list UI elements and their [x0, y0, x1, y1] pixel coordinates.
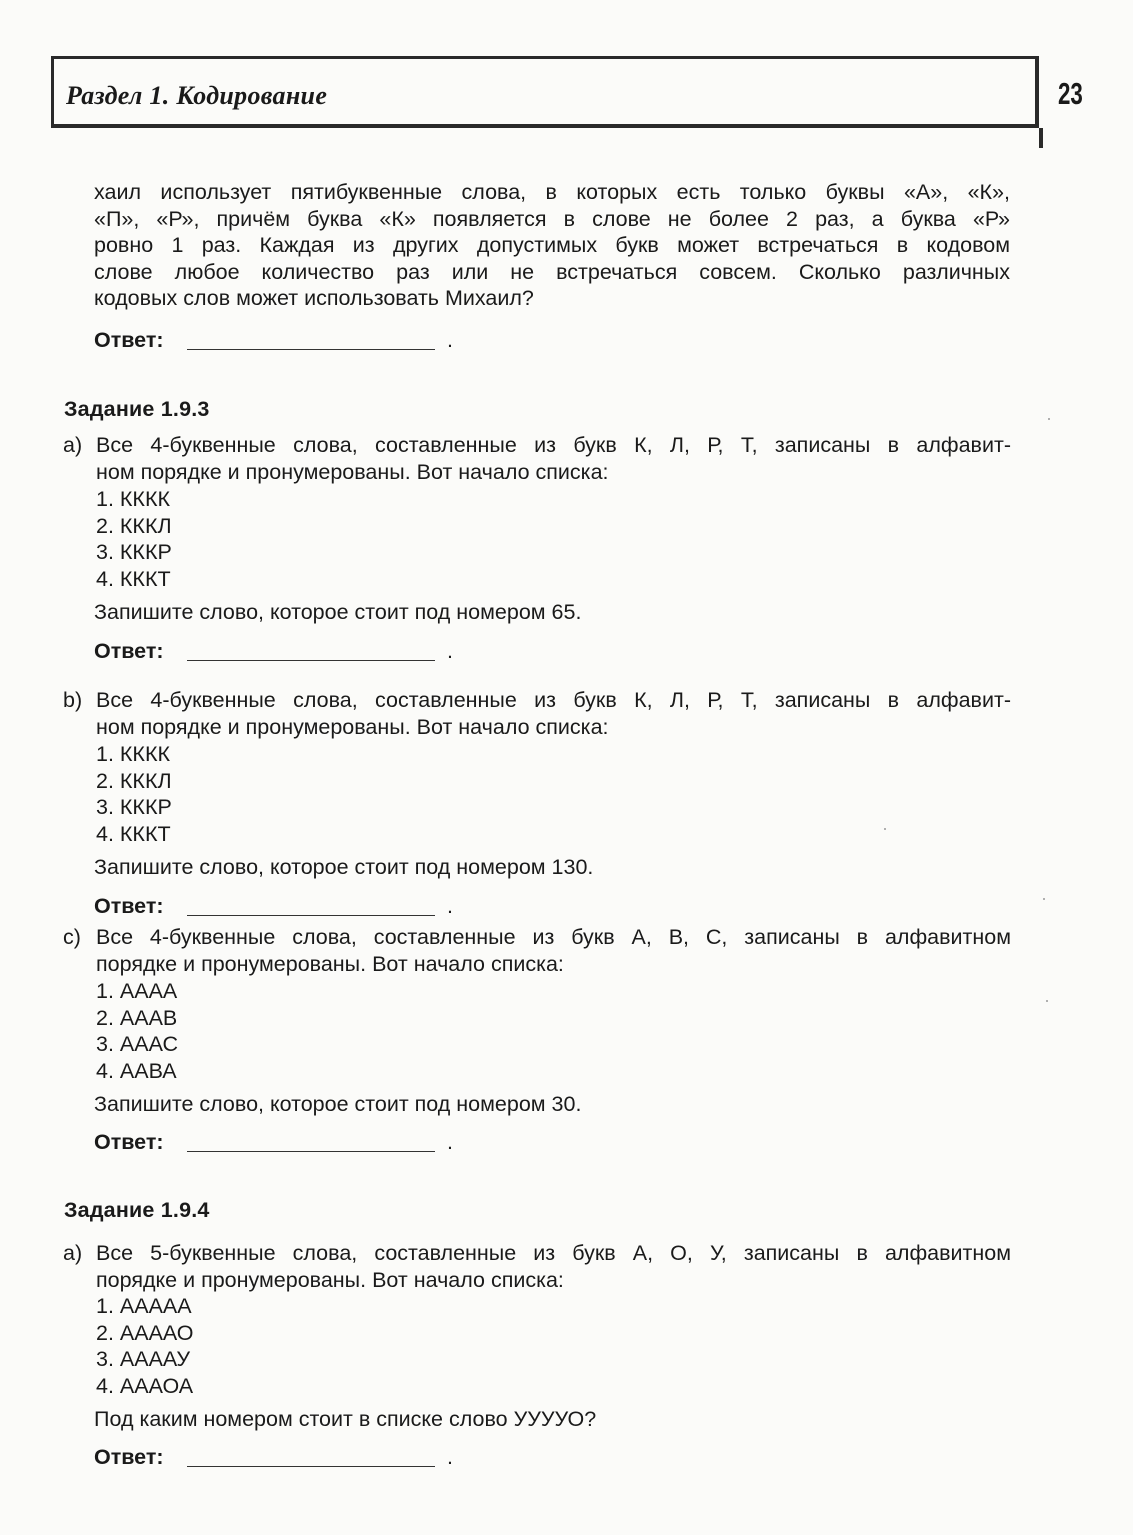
list-item: 3. КККР	[96, 795, 172, 819]
list-item: 3. АААС	[96, 1032, 178, 1056]
item-marker: a)	[63, 433, 83, 457]
item-line: порядке и пронумерованы. Вот начало списка:	[96, 951, 564, 976]
task-title: Задание 1.9.4	[64, 1198, 210, 1222]
answer-label: Ответ:	[94, 894, 164, 918]
scan-speck	[884, 828, 886, 830]
item-marker: a)	[63, 1241, 83, 1265]
answer-blank[interactable]	[187, 1466, 435, 1467]
scan-speck	[1043, 898, 1045, 900]
item-marker: b)	[63, 688, 83, 712]
intro-line: ровно 1 раз. Каждая из других допустимых букв может встречаться в кодовом	[94, 233, 1010, 257]
answer-dot: .	[447, 328, 453, 352]
scan-speck	[1046, 1000, 1048, 1002]
list-item: 1. ААААА	[96, 1294, 192, 1318]
answer-blank[interactable]	[187, 1151, 435, 1152]
task-title: Задание 1.9.3	[64, 397, 210, 421]
page-number: 23	[1058, 76, 1083, 111]
list-item: 4. ААВА	[96, 1058, 177, 1083]
item-instruction: Запишите слово, которое стоит под номером 65.	[94, 600, 582, 624]
answer-label: Ответ:	[94, 1130, 164, 1154]
item-line: Все 5-буквенные слова, составленные из букв А, О, У, записаны в алфавитном	[96, 1241, 1011, 1265]
list-item: 2. ААААО	[96, 1320, 194, 1345]
list-item: 3. КККР	[96, 540, 172, 564]
answer-blank[interactable]	[187, 349, 435, 350]
word-list	[96, 741, 172, 847]
answer-dot: .	[447, 639, 453, 663]
intro-line: слове любое количество раз или не встречаться совсем. Сколько различных	[94, 259, 1010, 284]
list-item: 2. КККЛ	[96, 768, 172, 793]
section-title: Раздел 1. Кодирование	[66, 81, 328, 110]
list-item: 4. КККТ	[96, 821, 171, 846]
answer-blank[interactable]	[187, 915, 435, 916]
answer-blank[interactable]	[187, 660, 435, 661]
list-item: 1. АААА	[96, 979, 178, 1003]
intro-line: хаил использует пятибуквенные слова, в которых есть только буквы «А», «К»,	[94, 180, 1010, 204]
item-line: Все 4-буквенные слова, составленные из букв К, Л, Р, Т, записаны в алфавит-	[96, 688, 1011, 712]
header-rule-tick	[1039, 128, 1043, 148]
list-item: 3. ААААУ	[96, 1347, 190, 1371]
list-item: 1. КККК	[96, 742, 171, 766]
item-line: Все 4-буквенные слова, составленные из букв А, В, С, записаны в алфавитном	[96, 925, 1011, 949]
word-list	[96, 978, 178, 1084]
answer-dot: .	[447, 1445, 453, 1469]
item-instruction: Запишите слово, которое стоит под номером 130.	[94, 855, 594, 879]
answer-label: Ответ:	[94, 1445, 164, 1469]
item-line: ном порядке и пронумерованы. Вот начало списка:	[96, 714, 609, 739]
item-instruction: Под каким номером стоит в списке слово УУУУО?	[94, 1407, 597, 1431]
list-item: 4. АААОА	[96, 1373, 194, 1398]
item-marker: c)	[63, 925, 81, 949]
intro-paragraph	[94, 179, 1010, 312]
word-list	[96, 486, 172, 592]
section-header	[51, 56, 1039, 128]
answer-label: Ответ:	[94, 328, 164, 352]
intro-line: кодовых слов может использовать Михаил?	[94, 286, 534, 310]
list-item: 2. КККЛ	[96, 513, 172, 538]
item-line: порядке и пронумерованы. Вот начало списка:	[96, 1267, 564, 1292]
answer-dot: .	[447, 894, 453, 918]
task-item	[63, 924, 1011, 978]
list-item: 4. КККТ	[96, 566, 171, 591]
answer-dot: .	[447, 1130, 453, 1154]
list-item: 1. КККК	[96, 487, 171, 511]
word-list	[96, 1293, 194, 1399]
answer-label: Ответ:	[94, 639, 164, 663]
task-item	[63, 432, 1011, 486]
task-item	[63, 1240, 1011, 1294]
item-line: Все 4-буквенные слова, составленные из букв К, Л, Р, Т, записаны в алфавит-	[96, 433, 1011, 457]
item-instruction: Запишите слово, которое стоит под номером 30.	[94, 1092, 582, 1116]
task-item	[63, 687, 1011, 741]
list-item: 2. АААВ	[96, 1005, 178, 1030]
intro-line: «П», «Р», причём буква «К» появляется в слове не более 2 раз, а буква «Р»	[94, 206, 1010, 231]
item-line: ном порядке и пронумерованы. Вот начало списка:	[96, 459, 609, 484]
scan-speck	[1048, 418, 1050, 420]
